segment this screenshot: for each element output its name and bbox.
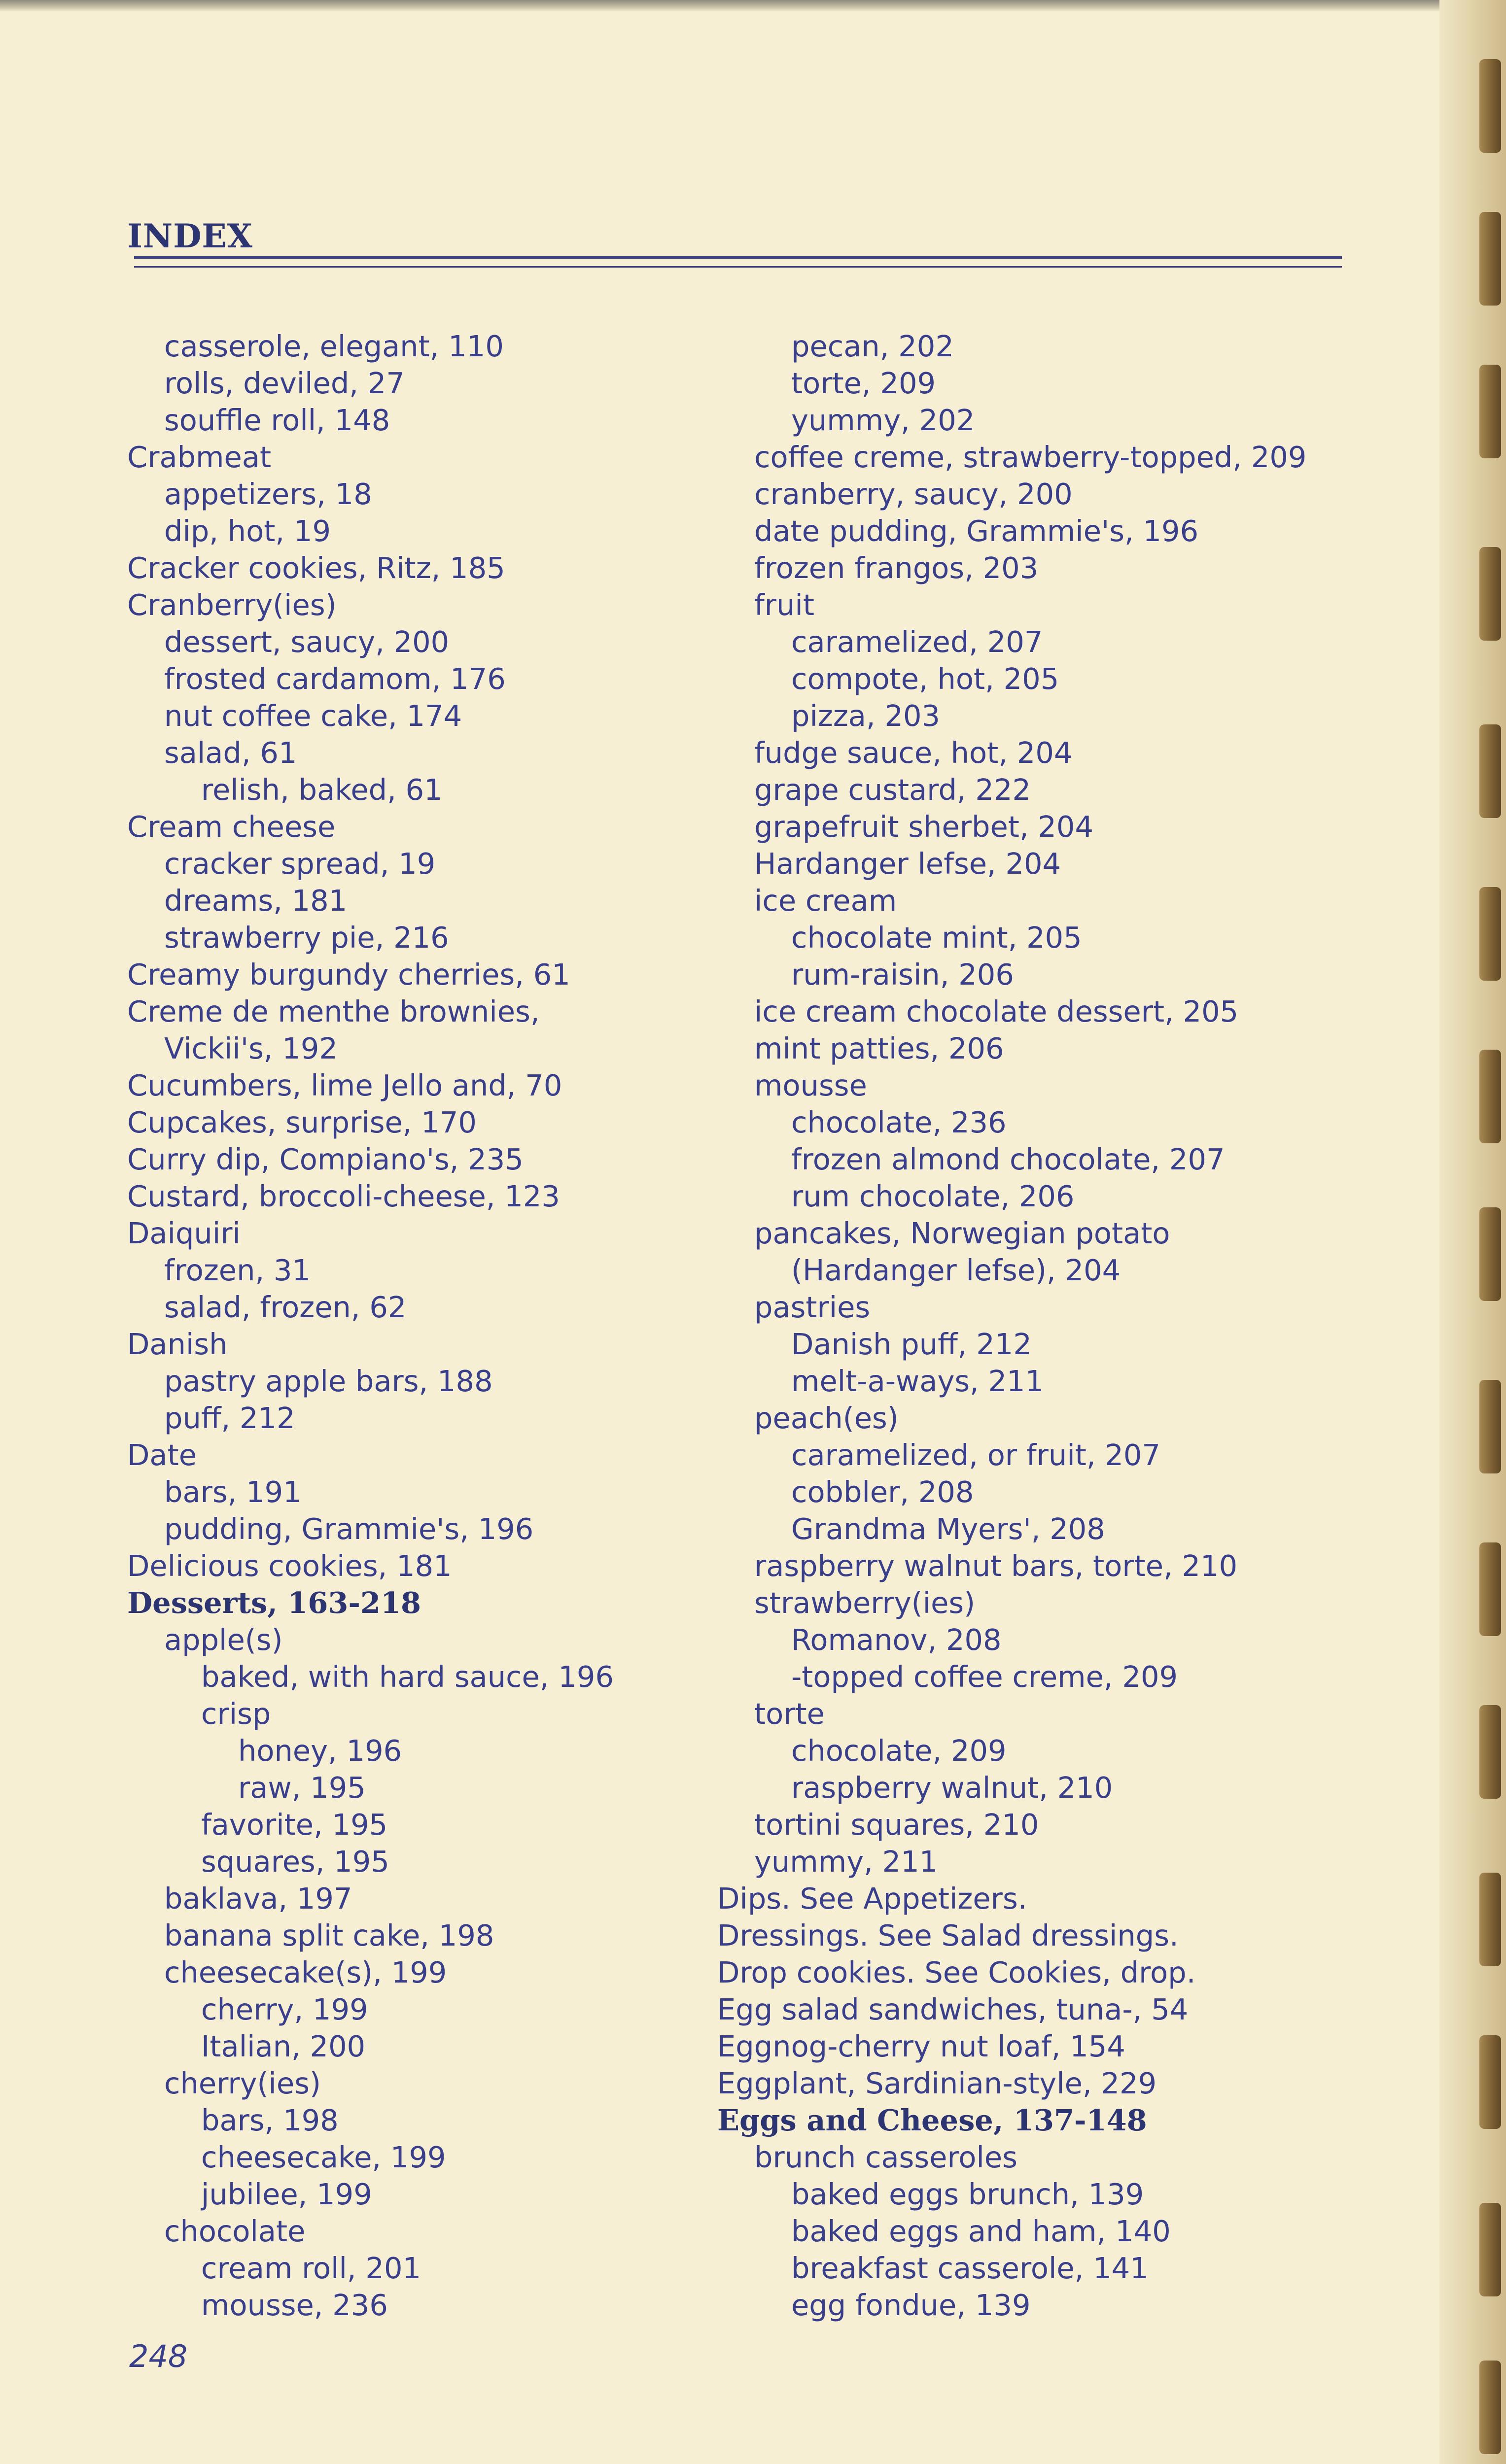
index-subentry: cheesecake, 199 [201, 2140, 446, 2174]
index-subentry: Hardanger lefse, 204 [754, 847, 1061, 881]
binding-ring [1479, 1705, 1501, 1799]
index-subentry: frozen almond chocolate, 207 [791, 1142, 1225, 1176]
index-subentry: baked eggs and ham, 140 [791, 2214, 1171, 2248]
index-entry: Dressings. See Salad dressings. [717, 1918, 1179, 1952]
binding-ring [1479, 1050, 1501, 1143]
index-subentry: crisp [201, 1697, 271, 1731]
index-subentry: cracker spread, 19 [164, 847, 436, 881]
index-entry: Cracker cookies, Ritz, 185 [127, 551, 505, 585]
index-subentry: (Hardanger lefse), 204 [791, 1253, 1121, 1287]
binding-ring [1479, 547, 1501, 641]
index-subentry: breakfast casserole, 141 [791, 2251, 1149, 2285]
index-subentry: bars, 198 [201, 2103, 339, 2137]
index-subentry: pizza, 203 [791, 699, 941, 733]
index-subentry: dip, hot, 19 [164, 514, 331, 548]
index-subentry: strawberry pie, 216 [164, 921, 449, 955]
header-rule [134, 256, 1342, 259]
index-entry: Creamy burgundy cherries, 61 [127, 958, 570, 992]
index-subentry: melt-a-ways, 211 [791, 1364, 1044, 1398]
index-entry: Dips. See Appetizers. [717, 1882, 1027, 1916]
index-subentry: cherry, 199 [201, 1992, 368, 2026]
index-subentry: rolls, deviled, 27 [164, 366, 405, 400]
index-entry: Danish [127, 1327, 228, 1361]
index-subentry: rum chocolate, 206 [791, 1179, 1075, 1213]
index-subentry: Vickii's, 192 [164, 1031, 338, 1065]
binding-ring [1479, 1542, 1501, 1636]
index-subentry: strawberry(ies) [754, 1586, 976, 1620]
index-subentry: honey, 196 [238, 1734, 402, 1768]
index-subentry: souffle roll, 148 [164, 403, 390, 437]
index-subentry: puff, 212 [164, 1401, 295, 1435]
index-subentry: caramelized, or fruit, 207 [791, 1438, 1160, 1472]
index-subentry: appetizers, 18 [164, 477, 372, 511]
binding-ring [1479, 212, 1501, 306]
index-subentry: dessert, saucy, 200 [164, 625, 450, 659]
index-subentry: frozen, 31 [164, 1253, 311, 1287]
index-subentry: egg fondue, 139 [791, 2288, 1031, 2322]
index-subentry: cobbler, 208 [791, 1475, 974, 1509]
index-entry: Curry dip, Compiano's, 235 [127, 1142, 524, 1176]
index-section-heading: Eggs and Cheese, 137-148 [717, 2103, 1147, 2137]
index-subentry: grape custard, 222 [754, 773, 1031, 807]
index-entry: Daiquiri [127, 1216, 241, 1250]
index-entry: Crabmeat [127, 440, 272, 474]
index-subentry: pastry apple bars, 188 [164, 1364, 493, 1398]
index-subentry: brunch casseroles [754, 2140, 1017, 2174]
index-column-right [717, 328, 1306, 2324]
index-column-left [127, 328, 614, 2324]
index-entry: Cupcakes, surprise, 170 [127, 1105, 477, 1139]
index-subentry: casserole, elegant, 110 [164, 329, 504, 363]
index-subentry: Danish puff, 212 [791, 1327, 1032, 1361]
index-subentry: yummy, 202 [791, 403, 975, 437]
index-subentry: chocolate mint, 205 [791, 921, 1082, 955]
index-subentry: raw, 195 [238, 1771, 366, 1805]
binding-ring [1479, 2203, 1501, 2296]
index-subentry: Grandma Myers', 208 [791, 1512, 1105, 1546]
index-entry: Creme de menthe brownies, [127, 994, 540, 1028]
index-entry: Drop cookies. See Cookies, drop. [717, 1955, 1196, 1989]
index-entry: Eggnog-cherry nut loaf, 154 [717, 2029, 1125, 2063]
index-subentry: grapefruit sherbet, 204 [754, 810, 1094, 844]
index-subentry: raspberry walnut, 210 [791, 1771, 1113, 1805]
binding-ring [1479, 2035, 1501, 2129]
index-subentry: coffee creme, strawberry-topped, 209 [754, 440, 1307, 474]
index-subentry: pudding, Grammie's, 196 [164, 1512, 534, 1546]
index-subentry: salad, 61 [164, 736, 297, 770]
index-section-heading: Desserts, 163-218 [127, 1586, 421, 1620]
binding-ring [1479, 887, 1501, 981]
index-subentry: cranberry, saucy, 200 [754, 477, 1073, 511]
index-subentry: dreams, 181 [164, 884, 348, 918]
header-rule [134, 266, 1342, 268]
index-subentry: nut coffee cake, 174 [164, 699, 462, 733]
index-subentry: cherry(ies) [164, 2066, 321, 2100]
index-subentry: apple(s) [164, 1623, 283, 1657]
index-subentry: baklava, 197 [164, 1882, 352, 1916]
index-subentry: squares, 195 [201, 1845, 389, 1879]
index-subentry: ice cream [754, 884, 897, 918]
binding-ring [1479, 365, 1501, 458]
index-entry: Eggplant, Sardinian-style, 229 [717, 2066, 1157, 2100]
index-subentry: frosted cardamom, 176 [164, 662, 506, 696]
page-number: 248 [129, 2338, 188, 2374]
binding-ring [1479, 1873, 1501, 1966]
index-subentry: rum-raisin, 206 [791, 958, 1014, 992]
index-entry: Cucumbers, lime Jello and, 70 [127, 1068, 562, 1102]
index-subentry: chocolate [164, 2214, 306, 2248]
index-subentry: relish, baked, 61 [201, 773, 443, 807]
index-subentry: raspberry walnut bars, torte, 210 [754, 1549, 1238, 1583]
index-subentry: jubilee, 199 [201, 2177, 372, 2211]
index-entry: Date [127, 1438, 197, 1472]
index-subentry: torte [754, 1697, 825, 1731]
index-subentry: ice cream chocolate dessert, 205 [754, 994, 1239, 1028]
index-subentry: torte, 209 [791, 366, 936, 400]
binding-ring [1479, 1380, 1501, 1473]
index-subentry: favorite, 195 [201, 1808, 388, 1842]
index-subentry: bars, 191 [164, 1475, 302, 1509]
index-subentry: Romanov, 208 [791, 1623, 1002, 1657]
index-subentry: fruit [754, 588, 814, 622]
index-subentry: date pudding, Grammie's, 196 [754, 514, 1199, 548]
index-subentry: pastries [754, 1290, 871, 1324]
spiral-binding [1439, 0, 1506, 2464]
index-subentry: baked eggs brunch, 139 [791, 2177, 1144, 2211]
index-subentry: -topped coffee creme, 209 [791, 1660, 1178, 1694]
binding-ring [1479, 59, 1501, 153]
binding-ring [1479, 724, 1501, 818]
index-subentry: fudge sauce, hot, 204 [754, 736, 1073, 770]
index-subentry: baked, with hard sauce, 196 [201, 1660, 614, 1694]
index-subentry: mousse, 236 [201, 2288, 388, 2322]
index-subentry: peach(es) [754, 1401, 899, 1435]
index-subentry: salad, frozen, 62 [164, 1290, 407, 1324]
index-subentry: caramelized, 207 [791, 625, 1043, 659]
index-subentry: mint patties, 206 [754, 1031, 1004, 1065]
page-top-edge [0, 0, 1506, 12]
index-subentry: mousse [754, 1068, 867, 1102]
index-subentry: chocolate, 236 [791, 1105, 1007, 1139]
index-subentry: Italian, 200 [201, 2029, 366, 2063]
index-subentry: cheesecake(s), 199 [164, 1955, 447, 1989]
index-subentry: chocolate, 209 [791, 1734, 1007, 1768]
index-entry: Custard, broccoli-cheese, 123 [127, 1179, 560, 1213]
index-entry: Cream cheese [127, 810, 336, 844]
index-subentry: cream roll, 201 [201, 2251, 421, 2285]
binding-ring [1479, 1207, 1501, 1301]
index-subentry: tortini squares, 210 [754, 1808, 1039, 1842]
index-subentry: banana split cake, 198 [164, 1918, 494, 1952]
binding-ring [1479, 2361, 1501, 2454]
index-entry: Egg salad sandwiches, tuna-, 54 [717, 1992, 1189, 2026]
index-entry: Cranberry(ies) [127, 588, 337, 622]
index-subentry: pancakes, Norwegian potato [754, 1216, 1170, 1250]
index-subentry: yummy, 211 [754, 1845, 938, 1879]
page-title: INDEX [127, 217, 253, 255]
index-subentry: compote, hot, 205 [791, 662, 1059, 696]
index-subentry: pecan, 202 [791, 329, 954, 363]
index-subentry: frozen frangos, 203 [754, 551, 1039, 585]
index-entry: Delicious cookies, 181 [127, 1549, 452, 1583]
